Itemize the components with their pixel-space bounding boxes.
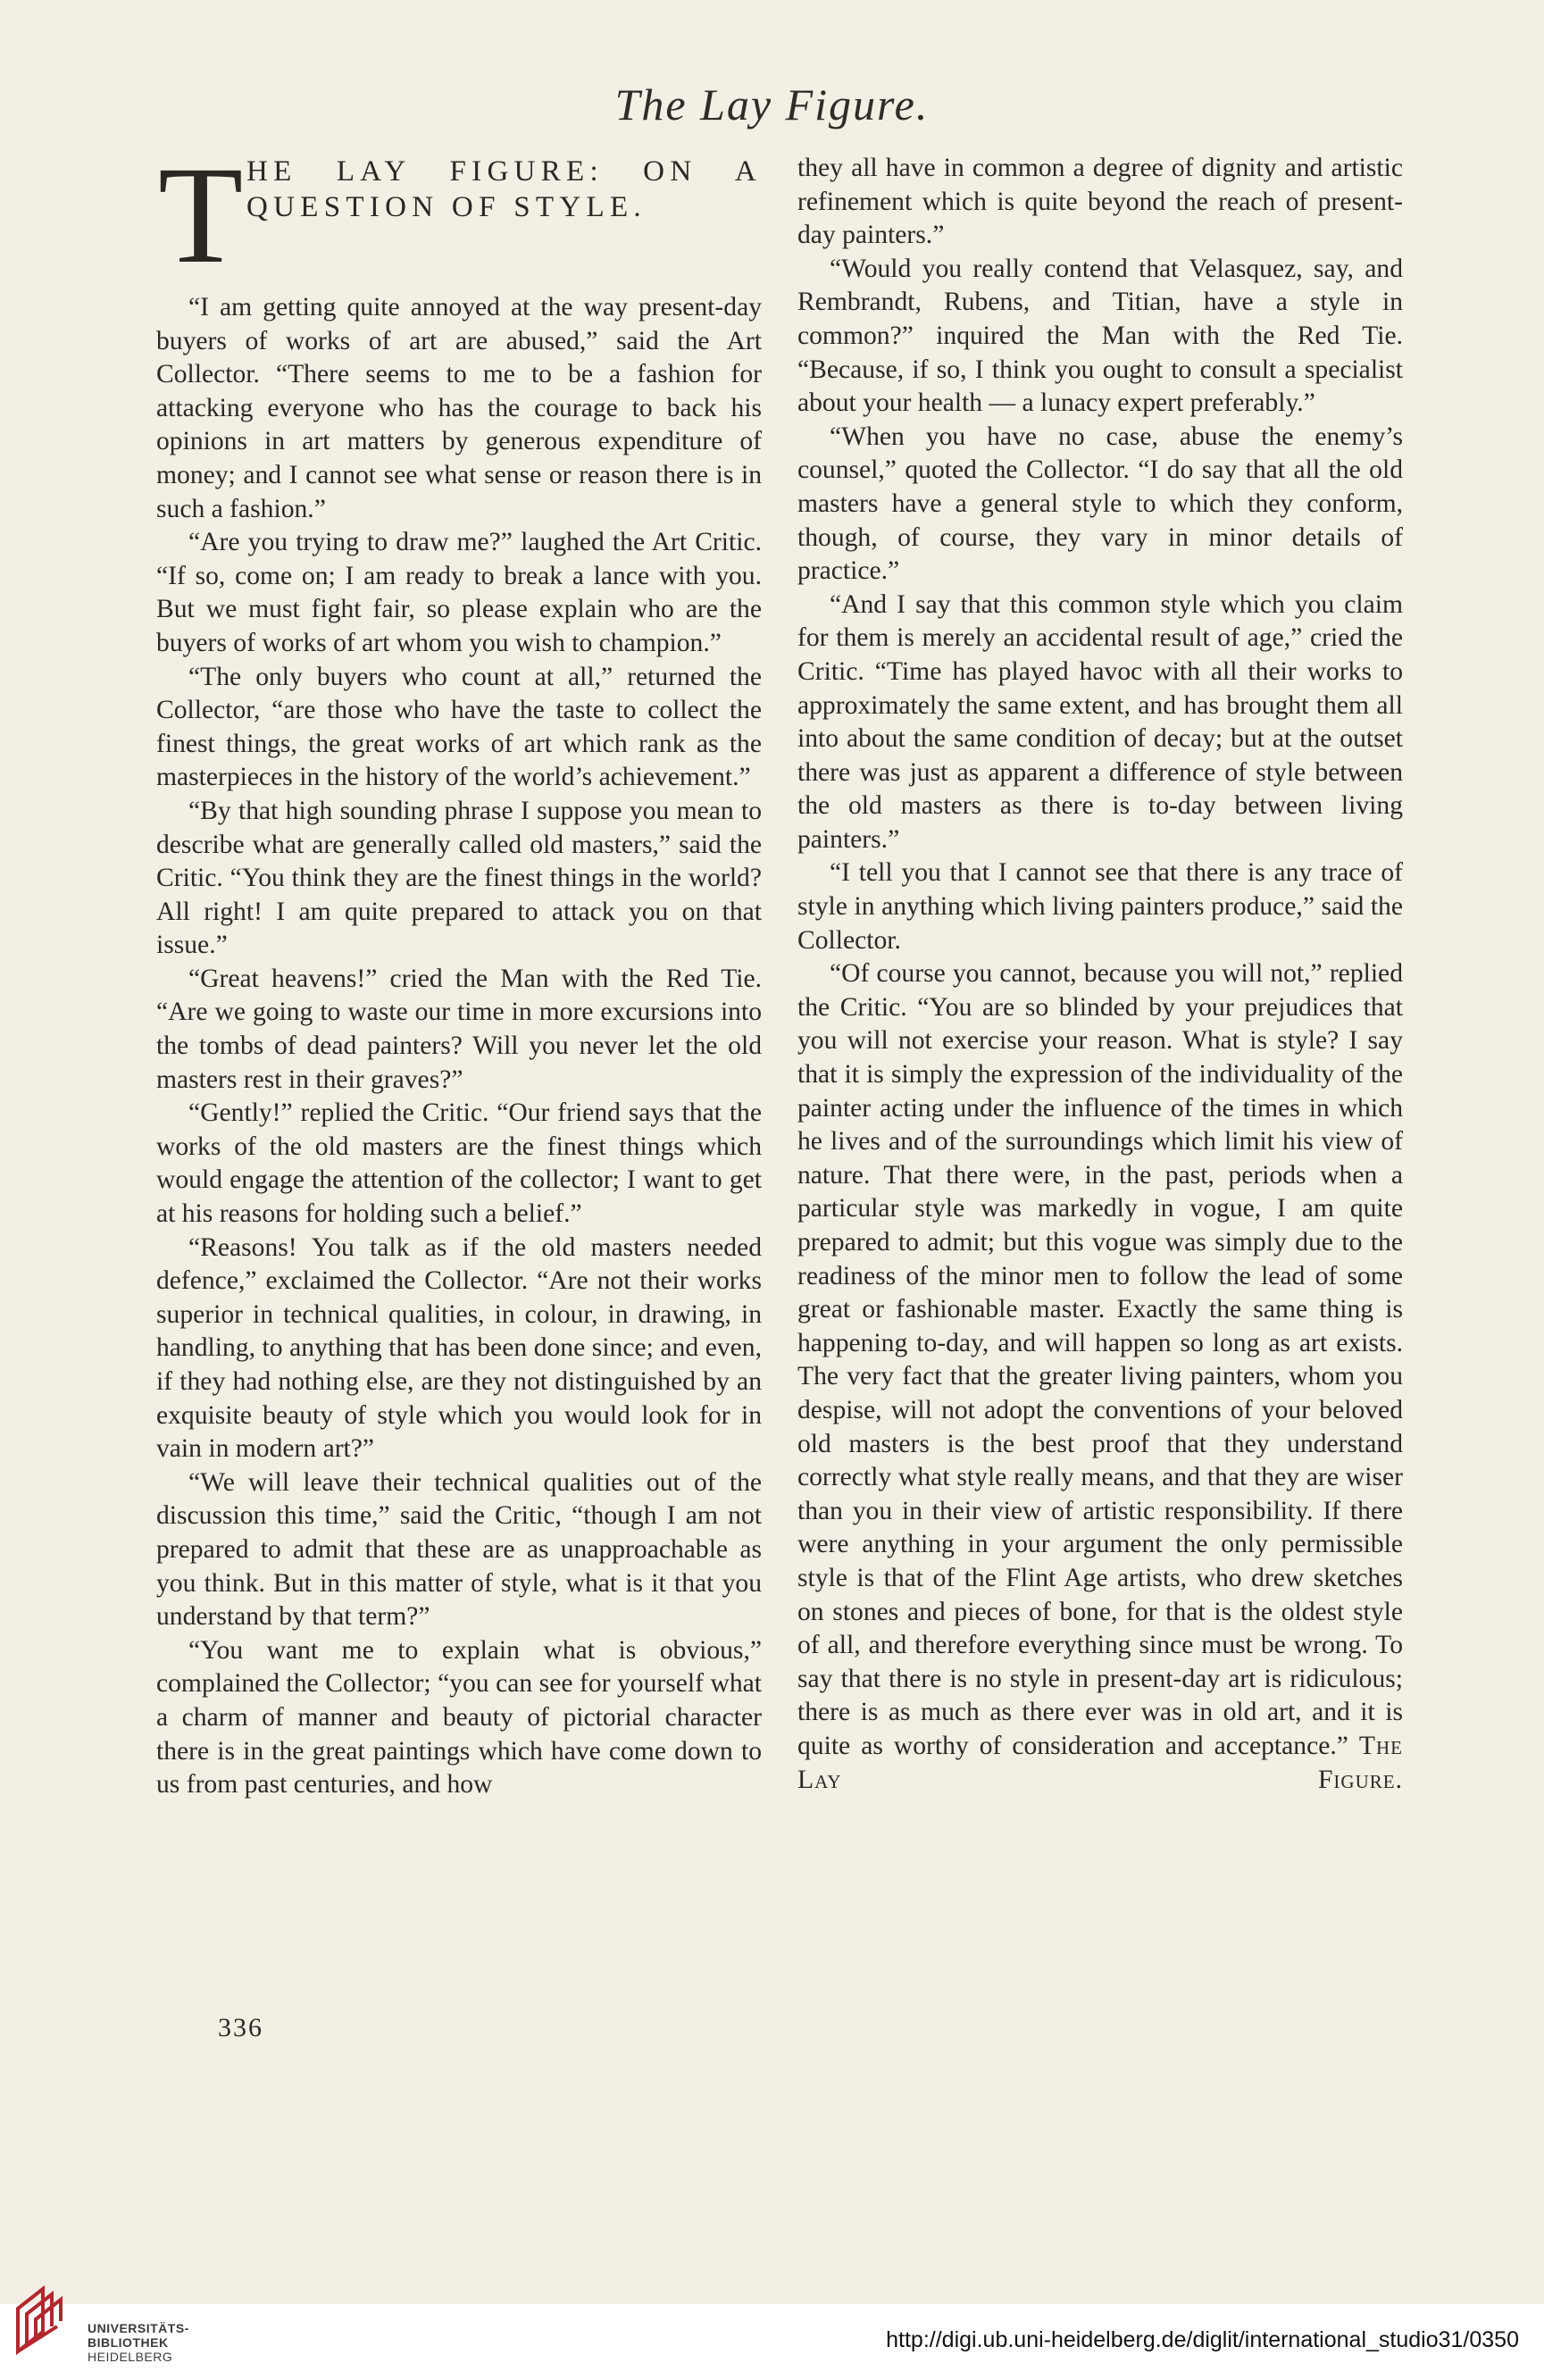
paragraph: “Would you really contend that Velasquez, say, and Rembrandt, Rubens, and Titian, have a style in common?” inquired the Man with the Red Tie. “Because, if so, I think you ought to consult a specialist about your health — a lunacy expert preferably.” [797,254,1403,418]
paragraph: “Great heavens!” cried the Man with the Red Tie. “Are we going to waste our time in more excursions into the tombs of dead painters? Will you never let the old masters rest in their graves?” [156,964,762,1094]
paragraph: “When you have no case, abuse the enemy’s counsel,” quoted the Collector. “I do say that all the old masters have a general style to which they conform, though, of course, they vary in minor details of practice.” [797,422,1403,586]
article-headline [156,138,762,292]
source-url-link[interactable]: http://digi.ub.uni-heidelberg.de/diglit/international_studio31/0350 [886,2327,1519,2352]
paragraph: “Are you trying to draw me?” laughed the Art Critic. “If so, come on; I am ready to break a lance with you. But we must fight fair, so please explain who are the buyers of works of art whom you wish to champion.” [156,528,762,657]
headline-line-1: HE LAY FIGURE: ON A [246,155,762,188]
paragraph-with-signature [797,957,1403,1797]
left-column [156,138,762,1802]
university-library-logo-icon [13,2273,75,2362]
headline-line-2: QUESTION OF STYLE. [246,191,647,223]
paragraph: “I tell you that I cannot see that there is any trace of style in anything which living painters produce,” said the Collector. [797,858,1403,955]
paragraph: “You want me to explain what is obvious,” complained the Collector; “you can see for yourself what a charm of manner and beauty of pictorial character there is in the great paintings which have come down to us from past centuries, and how [156,1635,762,1800]
page-number: 336 [218,2013,263,2042]
drop-cap: T [158,138,244,292]
running-head: The Lay Figure. [614,79,930,129]
paragraph: “Gently!” replied the Critic. “Our friend says that the works of the old masters are the finest things which would engage the attention of the collector; I want to get at his reasons for holding such a belief.” [156,1098,762,1229]
paragraph: “We will leave their technical qualities out of the discussion this time,” said the Critic, “though I am not prepared to admit that these are as unapproachable as you think. But in this matter of style, what is it that you understand by that term?” [156,1467,762,1632]
paragraph: “By that high sounding phrase I suppose you mean to describe what are generally called old masters,” said the Critic. “You think they are the finest things in the world? All right! I am quite prepared to attack you on that issue.” [156,796,762,960]
paragraph: “I am getting quite annoyed at the way present-day buyers of works of art are abused,” said the Art Collector. “There seems to me to be a fashion for attacking everyone who has the courage to back his opinions in art matters by generous expenditure of money; and I cannot see what sense or reason there is in such a fashion.” [156,293,762,523]
paragraph: “And I say that this common style which you claim for them is merely an accidental result of age,” cried the Critic. “Time has played havoc with all their works to approximately the same extent, and has brought them all into about the same condition of decay; but at the outset there was just as apparent a difference of style between the old masters as there is to-day between living painters.” [797,589,1403,854]
paragraph: “The only buyers who count at all,” returned the Collector, “are those who have the taste to collect the finest things, the great works of art which rank as the masterpieces in the history of the world’s achievement.” [156,662,762,792]
signature: The Lay Figure. [797,1731,1403,1794]
paragraph: “Reasons! You talk as if the old masters needed defence,” exclaimed the Collector. “Are not their works superior in technical qualities, in colour, in drawing, in handling, to anything that has been done since; and even, if they had nothing else, are they not distinguished by an exquisite beauty of style which you would look for in vain in modern art?” [156,1232,762,1464]
paragraph: they all have in common a degree of dignity and artistic refinement which is quite beyond the reach of present-day painters.” [797,154,1403,250]
right-column [797,152,1403,1797]
paragraph: “Of course you cannot, because you will not,” replied the Critic. “You are so blinded by your prejudices that you will not exercise your reason. What is style? I say that it is simply the expression of the individuality of the painter acting under the influence of the times in which he lives and of the surroundings which limit his view of nature. That there were, in the past, periods when a particular style was markedly in vogue, I am quite prepared to admit; but this vogue was simply due to the readiness of the minor men to follow the lead of some great or fashionable master. Exactly the same thing is happening to-day, and will happen so long as art exists. The very fact that the greater living painters, whom you despise, will not adopt the conventions of your beloved old masters is the best proof that they understand correctly what style really means, and that they are wiser than you in their view of artistic responsibility. If there were anything in your argument the only permissible style is that of the Flint Age artists, who drew sketches on stones and pieces of bone, for that is the oldest style of all, and therefore everything since must be wrong. To say that there is no style in present-day art is ridiculous; there is as much as there ever was in old art, and it is quite as worthy of consideration and acceptance.” [797,959,1403,1760]
library-name: UNIVERSITÄTS- BIBLIOTHEK HEIDELBERG [88,2321,189,2364]
